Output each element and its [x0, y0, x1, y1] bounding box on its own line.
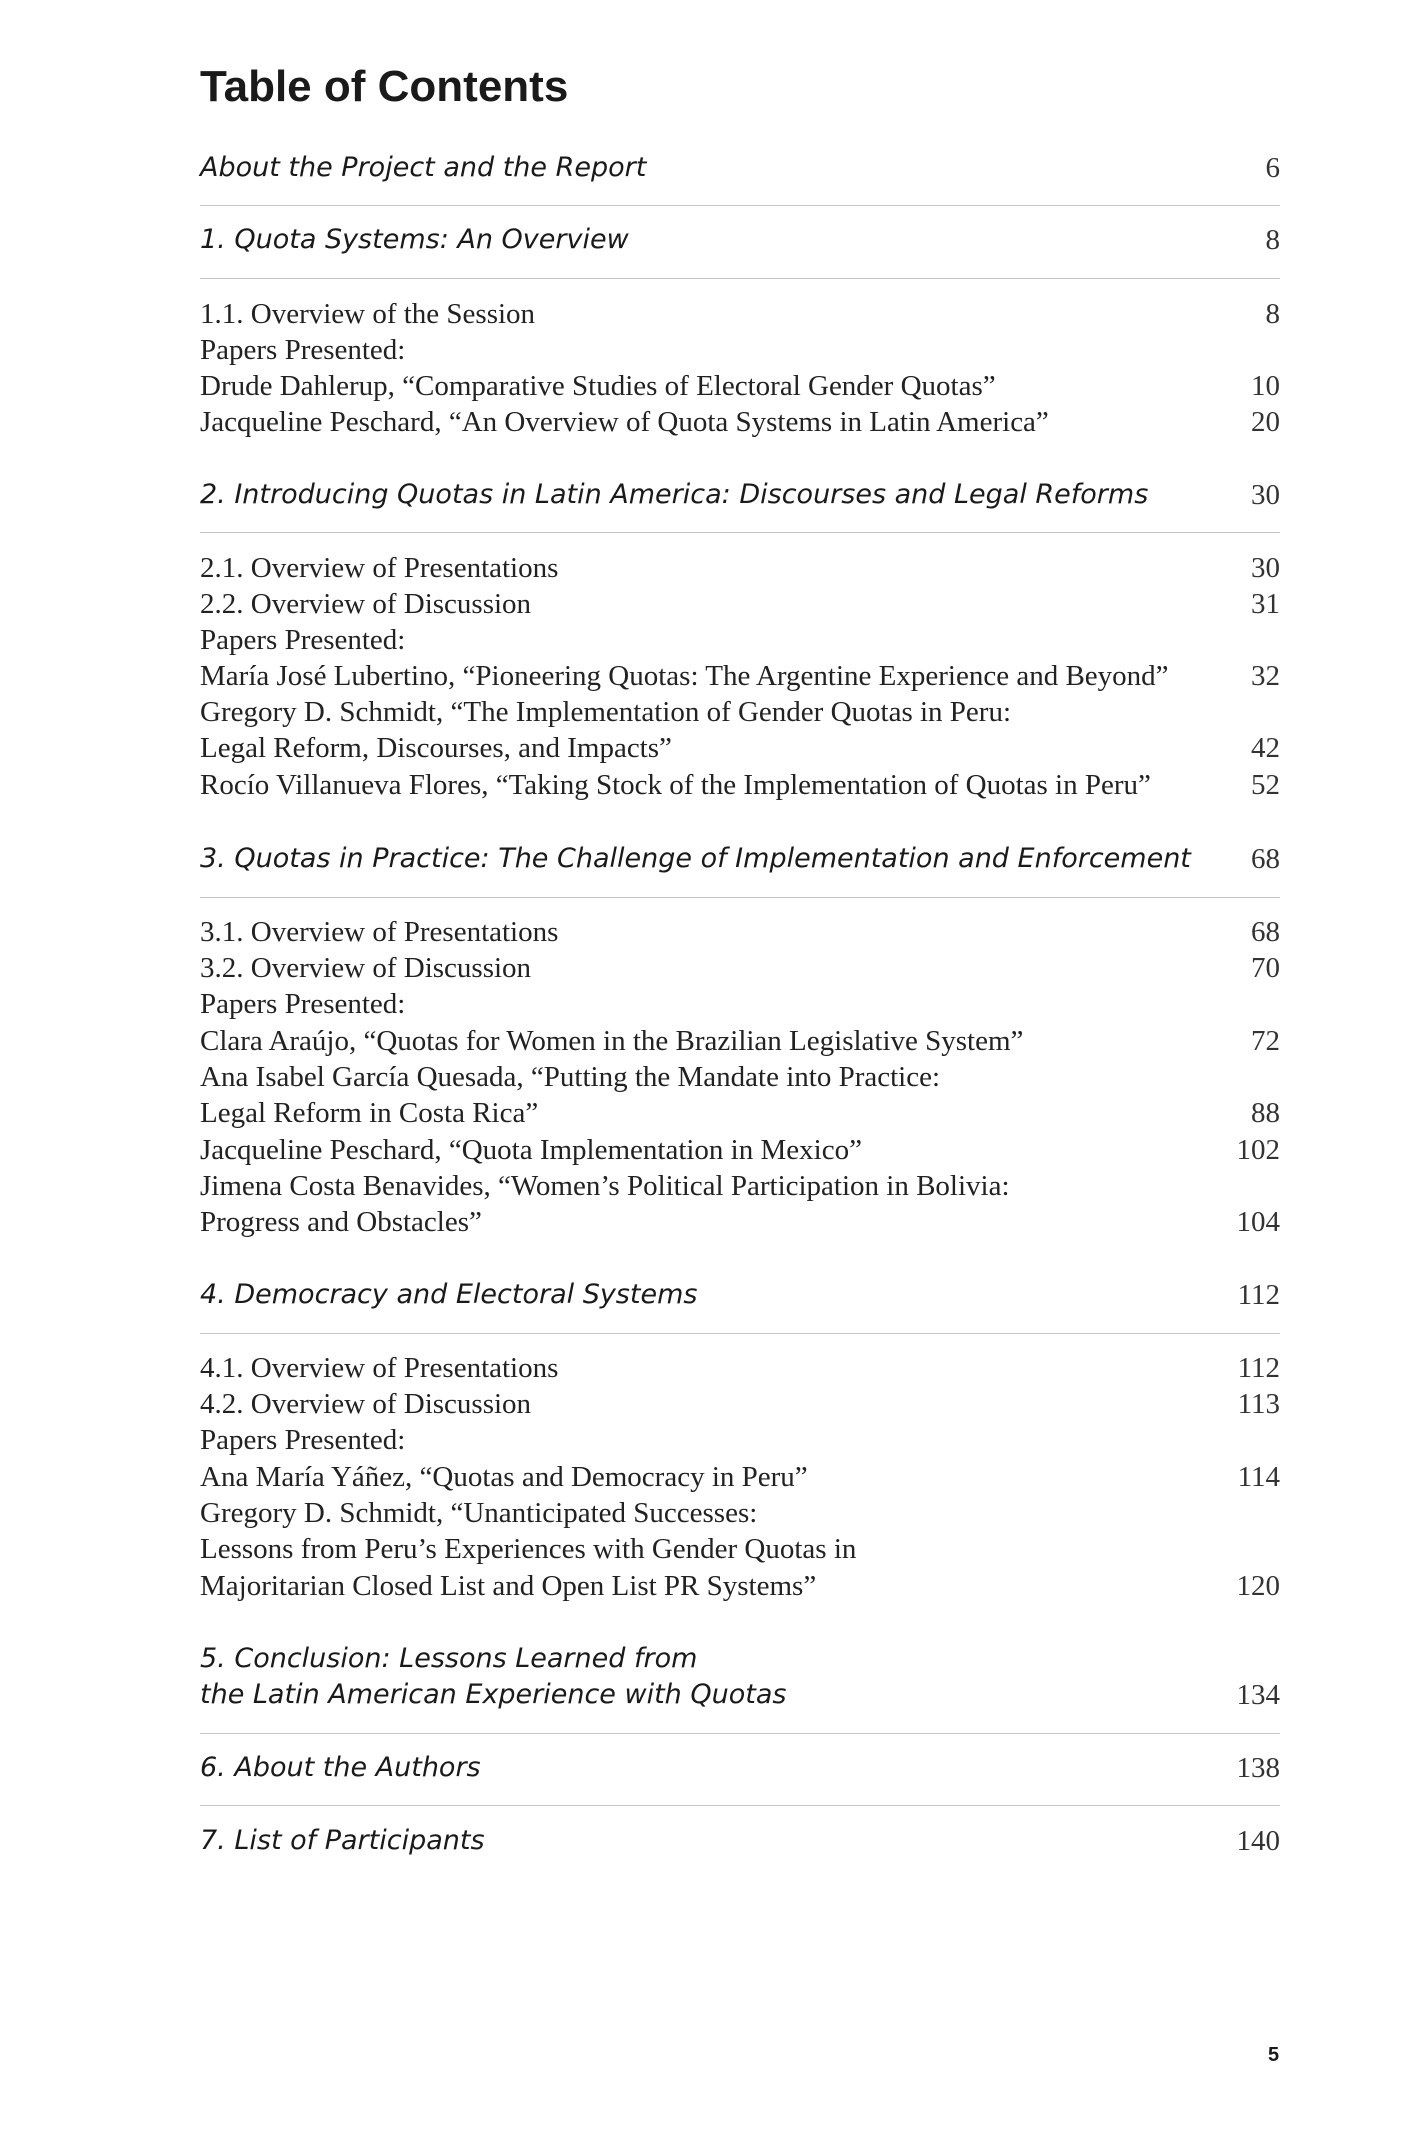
toc-page-number: 113 [1237, 1388, 1280, 1420]
toc-entry-title: 4.1. Overview of Presentations [200, 1352, 559, 1384]
toc-entry [200, 1132, 1280, 1168]
toc-page-number: 30 [1251, 552, 1280, 584]
toc-entry [200, 1495, 1280, 1531]
toc-entry-title: Progress and Obstacles” [200, 1206, 482, 1238]
toc-entry [200, 1422, 1280, 1458]
toc-entry-title: Legal Reform, Discourses, and Impacts” [200, 732, 672, 764]
toc-page-number: 8 [1265, 298, 1280, 330]
toc-entry-title: Jimena Costa Benavides, “Women’s Political Participation in Bolivia: [200, 1170, 1010, 1202]
toc-entry [200, 586, 1280, 622]
toc-entry [200, 694, 1280, 730]
toc-page-number: 20 [1251, 406, 1280, 438]
toc-entry [200, 1459, 1280, 1495]
toc-page-number: 6 [1265, 152, 1280, 184]
toc-entry [200, 332, 1280, 368]
section-divider [200, 278, 1280, 279]
toc-entry-title: Rocío Villanueva Flores, “Taking Stock of the Implementation of Quotas in Peru” [200, 769, 1151, 801]
toc-entry-title: Gregory D. Schmidt, “Unanticipated Successes: [200, 1497, 758, 1529]
page-number: 5 [1268, 2044, 1280, 2066]
toc-section-heading [200, 1823, 1280, 1859]
toc-entry-title: 2. Introducing Quotas in Latin America: Discourses and Legal Reforms [200, 479, 1149, 510]
toc-section-heading [200, 477, 1280, 513]
toc-page-number: 134 [1236, 1679, 1280, 1711]
toc-section-heading [200, 1277, 1280, 1313]
toc-page-number: 10 [1251, 370, 1280, 402]
toc-page-number: 32 [1251, 660, 1280, 692]
toc-section-heading [200, 222, 1280, 258]
toc-entry-title: Ana Isabel García Quesada, “Putting the Mandate into Practice: [200, 1061, 941, 1093]
toc-entry [200, 1095, 1280, 1131]
toc-entry-title: 3. Quotas in Practice: The Challenge of Implementation and Enforcement [200, 843, 1191, 874]
toc-entry [200, 730, 1280, 766]
toc-page-number: 140 [1236, 1825, 1280, 1857]
toc-page-number: 104 [1236, 1206, 1280, 1238]
toc-entry [200, 767, 1280, 803]
toc-page-number: 42 [1251, 732, 1280, 764]
toc-entry-title: Jacqueline Peschard, “An Overview of Quota Systems in Latin America” [200, 406, 1049, 438]
toc-entry [200, 986, 1280, 1022]
toc-entry-title: Papers Presented: [200, 334, 406, 366]
toc-entry-title: 2.2. Overview of Discussion [200, 588, 532, 620]
toc-entry [200, 1168, 1280, 1204]
toc-section-heading [200, 841, 1280, 877]
toc-page-number: 102 [1236, 1134, 1280, 1166]
section-divider [200, 1333, 1280, 1334]
section-divider [200, 205, 1280, 206]
toc-entry-title: Majoritarian Closed List and Open List PR Systems” [200, 1570, 817, 1602]
toc-page-number: 30 [1251, 479, 1280, 511]
toc-entry-title: About the Project and the Report [200, 152, 647, 183]
section-divider [200, 1733, 1280, 1734]
toc-page-number: 68 [1251, 843, 1280, 875]
toc-entry [200, 1350, 1280, 1386]
section-divider [200, 532, 1280, 533]
toc-entry [200, 1531, 1280, 1567]
toc-entry [200, 550, 1280, 586]
section-divider [200, 1805, 1280, 1806]
toc-page-number: 8 [1265, 224, 1280, 256]
toc-entry-title: 4. Democracy and Electoral Systems [200, 1279, 698, 1310]
toc-entry-title: Ana María Yáñez, “Quotas and Democracy in Peru” [200, 1461, 808, 1493]
toc-entry-title: the Latin American Experience with Quotas [200, 1679, 787, 1710]
toc-title: Table of Contents [200, 62, 569, 111]
toc-entry-title: María José Lubertino, “Pioneering Quotas: The Argentine Experience and Beyond” [200, 660, 1169, 692]
toc-entry-title: 3.2. Overview of Discussion [200, 952, 532, 984]
toc-page-number: 52 [1251, 769, 1280, 801]
toc-page-number: 114 [1237, 1461, 1280, 1493]
toc-entry-title: 4.2. Overview of Discussion [200, 1388, 532, 1420]
toc-section-heading [200, 150, 1280, 186]
toc-entry-title: Gregory D. Schmidt, “The Implementation of Gender Quotas in Peru: [200, 696, 1011, 728]
toc-entry [200, 622, 1280, 658]
toc-page-number: 112 [1237, 1352, 1280, 1384]
toc-entry-title: Lessons from Peru’s Experiences with Gender Quotas in [200, 1533, 857, 1565]
toc-page-number: 120 [1236, 1570, 1280, 1602]
toc-section-heading [200, 1641, 1280, 1677]
toc-entry [200, 1568, 1280, 1604]
toc-entry-title: Papers Presented: [200, 988, 406, 1020]
toc-entry [200, 404, 1280, 440]
toc-page-number: 72 [1251, 1025, 1280, 1057]
toc-entry-title: 1. Quota Systems: An Overview [200, 224, 629, 255]
toc-page-number: 31 [1251, 588, 1280, 620]
toc-entry-title: 5. Conclusion: Lessons Learned from [200, 1643, 698, 1674]
toc-page-number: 70 [1251, 952, 1280, 984]
toc-entry-title: Papers Presented: [200, 624, 406, 656]
toc-entry [200, 296, 1280, 332]
toc-entry-title: Jacqueline Peschard, “Quota Implementation in Mexico” [200, 1134, 862, 1166]
toc-page-number: 68 [1251, 916, 1280, 948]
toc-page-number: 112 [1237, 1279, 1280, 1311]
toc-entry-title: 1.1. Overview of the Session [200, 298, 536, 330]
section-divider [200, 897, 1280, 898]
toc-entry-title: 6. About the Authors [200, 1752, 481, 1783]
toc-entry [200, 1204, 1280, 1240]
toc-entry-title: Papers Presented: [200, 1424, 406, 1456]
toc-page-number: 88 [1251, 1097, 1280, 1129]
toc-page-number: 138 [1236, 1752, 1280, 1784]
toc-entry [200, 1386, 1280, 1422]
toc-section-heading [200, 1677, 1280, 1713]
toc-entry [200, 658, 1280, 694]
toc-entry [200, 950, 1280, 986]
toc-entry-title: Drude Dahlerup, “Comparative Studies of Electoral Gender Quotas” [200, 370, 996, 402]
toc-entry-title: 7. List of Participants [200, 1825, 485, 1856]
toc-entry-title: Legal Reform in Costa Rica” [200, 1097, 539, 1129]
toc-entry-title: 2.1. Overview of Presentations [200, 552, 559, 584]
toc-entry [200, 914, 1280, 950]
toc-entry [200, 1023, 1280, 1059]
toc-section-heading [200, 1750, 1280, 1786]
toc-entry [200, 1059, 1280, 1095]
toc-entry [200, 368, 1280, 404]
toc-entry-title: Clara Araújo, “Quotas for Women in the Brazilian Legislative System” [200, 1025, 1024, 1057]
toc-entry-title: 3.1. Overview of Presentations [200, 916, 559, 948]
